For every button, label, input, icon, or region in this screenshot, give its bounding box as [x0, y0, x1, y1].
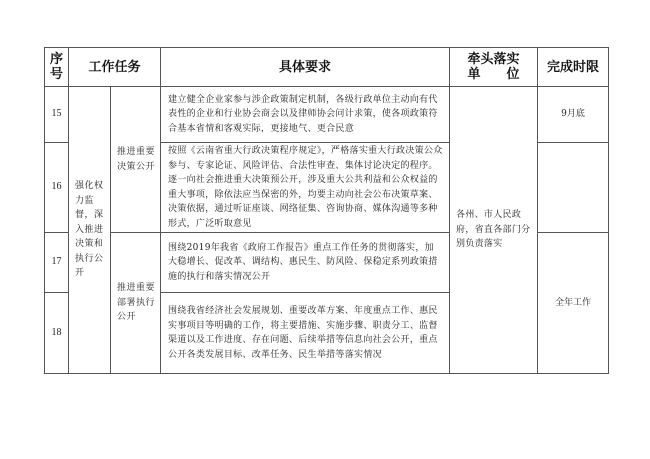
- task-sub-decision: 推进重要决策公开: [111, 87, 161, 233]
- policy-task-table: [44, 47, 609, 374]
- row-number: 16: [45, 143, 69, 233]
- deadline-cell: 全年工作: [538, 233, 609, 374]
- requirement-text: 围绕我省经济社会发展规划、重要改革方案、年度重点工作、惠民实事项目等明确的工作，将主要措施、实施步骤、职责分工、监督渠道以及工作进度、存在问题、后续举措等信息向社会公开，重点公开各类发展目标、改革任务、民生举措等落实情况: [161, 293, 450, 374]
- requirement-text: 围绕2019年我省《政府工作报告》重点工作任务的贯彻落实，加大稳增长、促改革、调结构、惠民生、防风险、保稳定系列政策措施的执行和落实情况公开: [161, 233, 450, 293]
- row-number: 15: [45, 87, 69, 143]
- task-main: 强化权力监督，深入推进决策和执行公开: [69, 87, 111, 374]
- deadline-cell: 9月底: [538, 87, 609, 143]
- row-number: 18: [45, 293, 69, 374]
- header-lead-unit: 牵头落实 单 位: [450, 48, 538, 87]
- task-sub-execution: 推进重要部署执行公开: [111, 233, 161, 374]
- table-header-row: [45, 48, 609, 87]
- header-seq: 序号: [45, 48, 69, 87]
- requirement-text: 按照《云南省重大行政决策程序规定》，严格落实重大行政决策公众参与、专家论证、风险评估、合法性审查、集体讨论决定的程序。逐一向社会推进重大决策预公开，涉及重大公共利益和公众权益的重大事项，除依法应当保密的外，均要主动向社会公布决策草案、决策依据，通过听证座谈、网络征集、咨询协商、媒体沟通等多种形式，广泛听取意见: [161, 143, 450, 233]
- requirement-text: 建立健全企业家参与涉企政策制定机制，各级行政单位主动向有代表性的企业和行业协会商会以及律师协会问计求策，使各项政策符合基本省情和客观实际，更接地气、更合民意: [161, 87, 450, 143]
- row-number: 17: [45, 233, 69, 293]
- header-deadline: 完成时限: [538, 48, 609, 87]
- header-task: 工作任务: [69, 48, 161, 87]
- deadline-cell-empty: [538, 143, 609, 233]
- header-requirement: 具体要求: [161, 48, 450, 87]
- table-row: [45, 87, 609, 143]
- lead-unit: 各州、市人民政府，省直各部门分别负责落实: [450, 87, 538, 374]
